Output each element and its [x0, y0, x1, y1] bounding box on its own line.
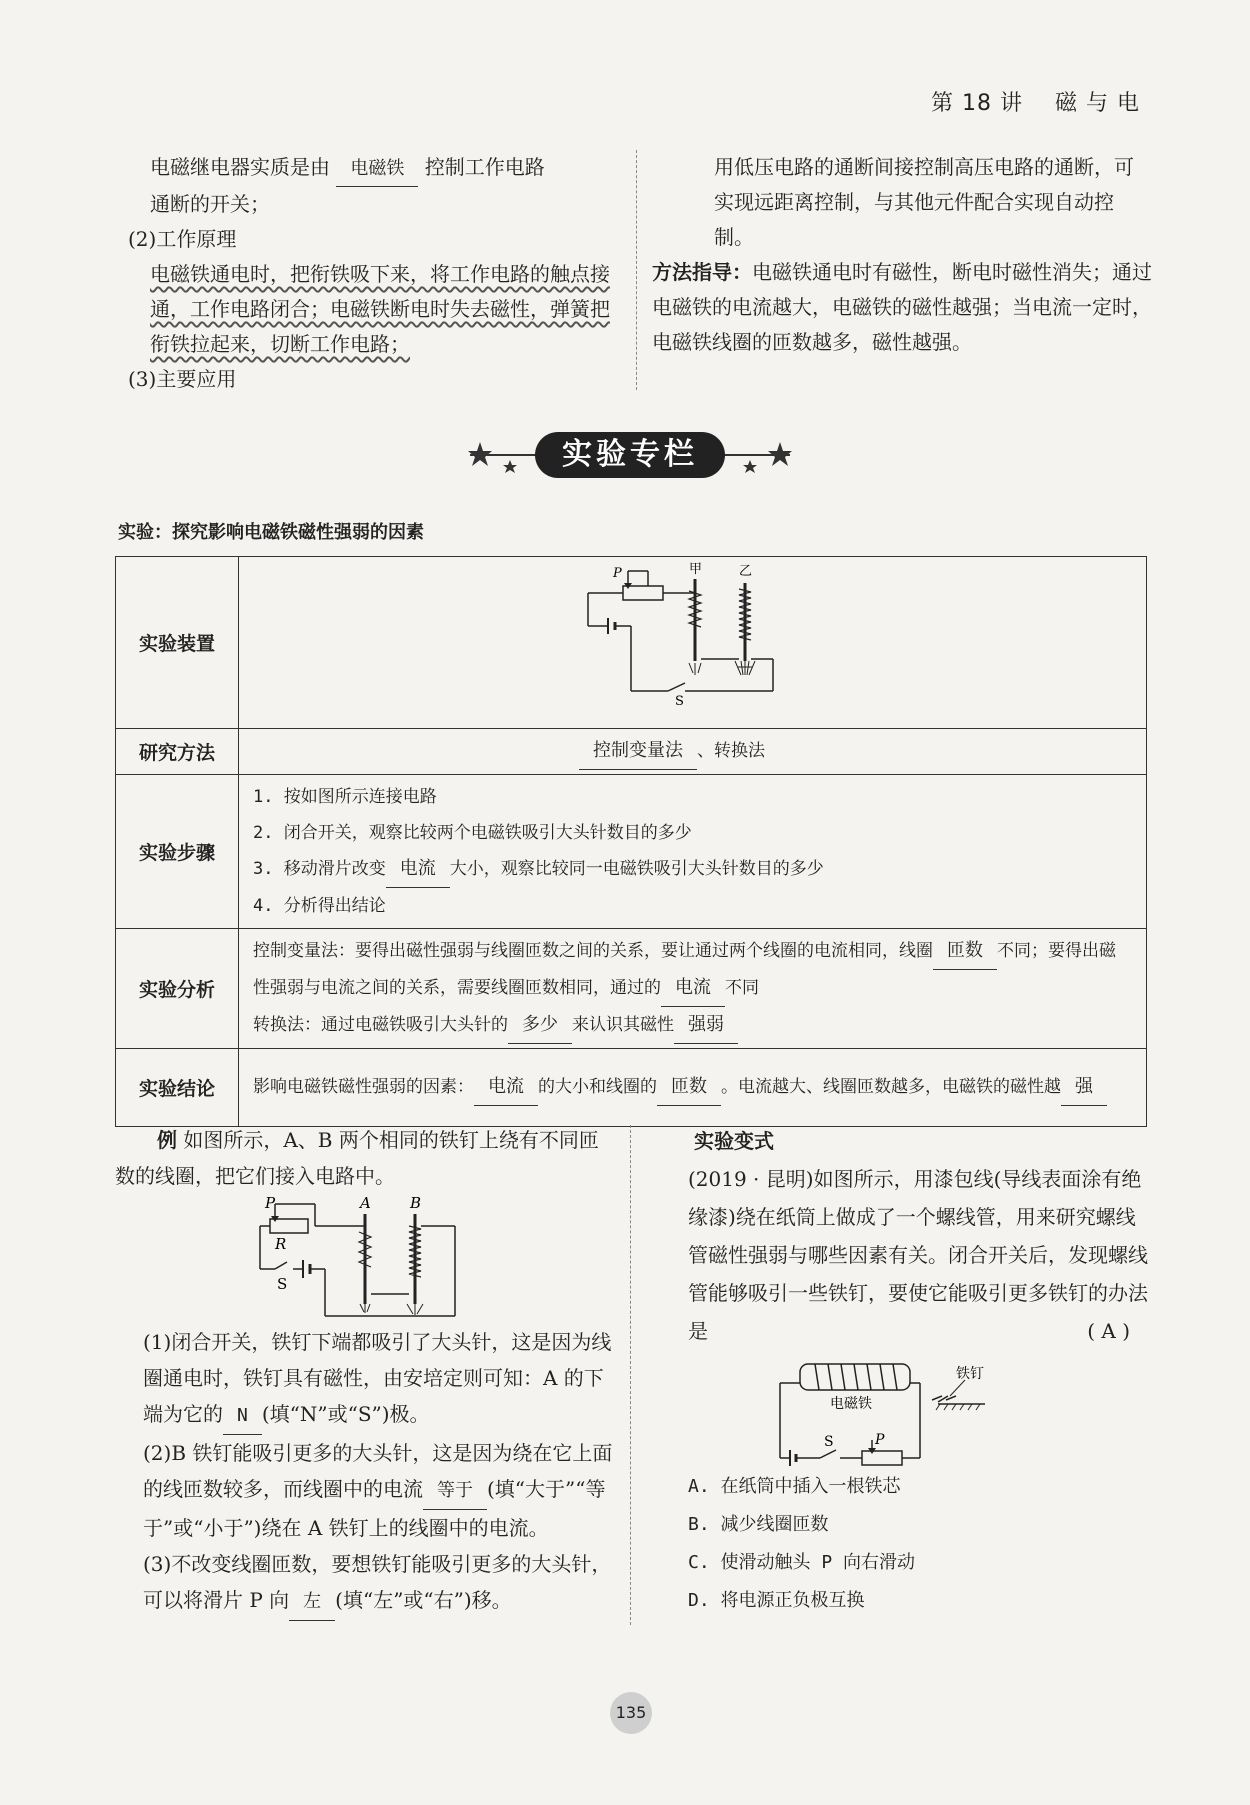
- analysis-fill-2: 电流: [661, 970, 725, 1007]
- example-intro: [115, 1122, 615, 1194]
- star-icon: [743, 460, 757, 473]
- row-label-apparatus: 实验装置: [116, 557, 239, 729]
- step-3-fill: 电流: [386, 851, 450, 888]
- column-divider-top: [636, 150, 637, 390]
- question-3-text-a: (3)不改变线圈匝数，要想铁钉能吸引更多的大头针，可以将滑片 P 向: [143, 1552, 612, 1612]
- method-fill: 控制变量法: [579, 733, 697, 770]
- example-intro-text: 如图所示，A、B 两个相同的铁钉上绕有不同匝数的线圈，把它们接入电路中。: [115, 1128, 599, 1188]
- analysis-cell: [239, 929, 1147, 1049]
- relay-text-b: 控制工作电路: [424, 155, 545, 179]
- question-3-fill: 左: [289, 1584, 335, 1621]
- method-cell: [239, 729, 1147, 775]
- step-3-text-a: 3. 移动滑片改变: [253, 859, 386, 879]
- label-yi: 乙: [738, 564, 752, 579]
- rheostat: [623, 586, 663, 600]
- row-label-analysis: 实验分析: [116, 929, 239, 1049]
- variant-label-nail: 铁钉: [956, 1366, 984, 1382]
- principle-body: 电磁铁通电时，把衔铁吸下来，将工作电路的触点接通，工作电路闭合；电磁铁断电时失去磁性，弹簧把衔铁拉起来，切断工作电路；: [150, 262, 610, 356]
- relay-text-c: 通断的开关；: [150, 192, 270, 216]
- question-2: [115, 1435, 615, 1546]
- page-number: 135: [610, 1692, 652, 1734]
- apparatus-cell: [239, 557, 1147, 729]
- variant-body: (2019 · 昆明)如图所示，用漆包线(导线表面涂有绝缘漆)绕在纸筒上做成了一个螺线管，用来研究螺线管磁性强弱与哪些因素有关。闭合开关后，发现螺线管能够吸引一些铁钉，要使它能吸引更多铁钉的办法是: [688, 1167, 1148, 1343]
- table-row-apparatus: [116, 557, 1147, 729]
- question-2-text-b: (填“大于”“等于”或“小于”)绕在 A 铁钉上的线圈中的电流。: [143, 1477, 606, 1540]
- row-label-conclusion: 实验结论: [116, 1049, 239, 1127]
- conclusion-text-a: 影响电磁铁磁性强弱的因素：: [253, 1077, 474, 1097]
- analysis-fill-1: 匝数: [933, 933, 997, 970]
- question-2-text-a: (2)B 铁钉能吸引更多的大头针，这是因为绕在它上面的线匝数较多，而线圈中的电流: [143, 1441, 613, 1501]
- question-1-text-a: (1)闭合开关，铁钉下端都吸引了大头针，这是因为线圈通电时，铁钉具有磁性，由安培定则可知：A 的下端为它的: [143, 1330, 612, 1426]
- table-row-analysis: [116, 929, 1147, 1049]
- method-guide-label: 方法指导：: [652, 260, 752, 284]
- example-figure: [255, 1194, 475, 1324]
- ex-label-b: B: [410, 1194, 422, 1212]
- conclusion-fill-3: 强: [1061, 1069, 1107, 1106]
- conclusion-cell: [239, 1049, 1147, 1127]
- label-p: P: [612, 566, 622, 581]
- variant-label-p: P: [875, 1432, 885, 1448]
- option-d: D. 将电源正负极互换: [688, 1590, 865, 1611]
- option-c: C. 使滑动触头 P 向右滑动: [688, 1552, 916, 1573]
- lesson-title: 磁 与 电: [1055, 91, 1140, 116]
- table-row-method: [116, 729, 1147, 775]
- ex-label-r: R: [275, 1235, 287, 1253]
- analysis-fill-4: 强弱: [674, 1007, 738, 1044]
- relay-use-paragraph: 用低压电路的通断间接控制高压电路的通断，可实现远距离控制，与其他元件配合实现自动控制。: [714, 155, 1134, 249]
- star-icon: [468, 442, 492, 466]
- question-1-text-b: (填“N”或“S”)极。: [261, 1402, 430, 1426]
- variant-label-s: S: [824, 1434, 834, 1450]
- step-1: 1. 按如图所示连接电路: [253, 787, 437, 807]
- variant-figure: [760, 1358, 1000, 1468]
- analysis-fill-3: 多少: [508, 1007, 572, 1044]
- relay-text-a: 电磁继电器实质是由: [150, 155, 330, 179]
- conclusion-text-c: 。电流越大、线圈匝数越多，电磁铁的磁性越: [721, 1077, 1061, 1097]
- analysis-text-b: 不同；要得出磁性强弱与电流之间的关系，需要线圈匝数相同，通过的: [253, 941, 1116, 998]
- table-row-conclusion: [116, 1049, 1147, 1127]
- question-1: [115, 1324, 615, 1435]
- method-guide: [652, 255, 1152, 360]
- column-divider-bottom: [630, 1125, 631, 1625]
- star-icon: [503, 460, 517, 473]
- step-2: 2. 闭合开关，观察比较两个电磁铁吸引大头针数目的多少: [253, 823, 692, 843]
- method-guide-body: 电磁铁通电时有磁性，断电时磁性消失；通过电磁铁的电流越大，电磁铁的磁性越强；当电流一定时，电磁铁线圈的匝数越多，磁性越强。: [652, 260, 1152, 354]
- label-s: S: [674, 694, 684, 709]
- conclusion-text-b: 的大小和线圈的: [538, 1077, 657, 1097]
- experiment-title: 实验：探究影响电磁铁磁性强弱的因素: [118, 522, 424, 543]
- example-column: [115, 1122, 615, 1621]
- method-rest: 、转换法: [697, 741, 765, 761]
- analysis-text-c: 不同: [725, 978, 759, 998]
- experiment-table: [115, 556, 1147, 1127]
- option-a: A. 在纸筒中插入一根铁芯: [688, 1476, 901, 1497]
- principle-title: (2)工作原理: [128, 227, 237, 251]
- steps-cell: [239, 775, 1147, 929]
- example-label: 例: [157, 1128, 177, 1152]
- relay-fill: 电磁铁: [336, 151, 418, 187]
- star-icon: [768, 442, 792, 466]
- row-label-steps: 实验步骤: [116, 775, 239, 929]
- banner-title: 实验专栏: [535, 432, 725, 478]
- left-top-column: [128, 150, 620, 397]
- analysis-text-d: 转换法：通过电磁铁吸引大头针的: [253, 1015, 508, 1035]
- step-3-text-b: 大小，观察比较同一电磁铁吸引大头针数目的多少: [449, 859, 824, 879]
- question-3: [115, 1546, 615, 1621]
- variant-column: [660, 1122, 1150, 1620]
- table-row-steps: [116, 775, 1147, 929]
- question-1-fill: N: [223, 1398, 262, 1435]
- variant-title: 实验变式: [694, 1129, 774, 1153]
- right-top-column: [652, 150, 1152, 360]
- lesson-number: 第 18 讲: [931, 91, 1024, 116]
- page-header: [931, 86, 1140, 117]
- apparatus-figure: [573, 561, 813, 711]
- question-2-fill: 等于: [423, 1473, 487, 1510]
- variant-answer: ( A ): [1087, 1319, 1130, 1343]
- row-label-method: 研究方法: [116, 729, 239, 775]
- step-4: 4. 分析得出结论: [253, 896, 386, 916]
- ex-label-p: P: [265, 1194, 276, 1212]
- analysis-text-e: 来认识其磁性: [572, 1015, 674, 1035]
- conclusion-fill-1: 电流: [474, 1069, 538, 1106]
- ex-label-s: S: [277, 1275, 288, 1293]
- question-3-text-b: (填“左”或“右”)移。: [335, 1588, 512, 1612]
- conclusion-fill-2: 匝数: [657, 1069, 721, 1106]
- label-jia: 甲: [688, 562, 702, 577]
- ex-label-a: A: [360, 1194, 371, 1212]
- step-3: [253, 851, 1132, 888]
- option-b: B. 减少线圈匝数: [688, 1514, 829, 1535]
- relay-paragraph: [150, 150, 620, 222]
- analysis-text-a: 控制变量法：要得出磁性强弱与线圈匝数之间的关系，要让通过两个线圈的电流相同，线圈: [253, 941, 933, 961]
- variant-label-core: 电磁铁: [830, 1396, 872, 1412]
- application-title: (3)主要应用: [128, 367, 237, 391]
